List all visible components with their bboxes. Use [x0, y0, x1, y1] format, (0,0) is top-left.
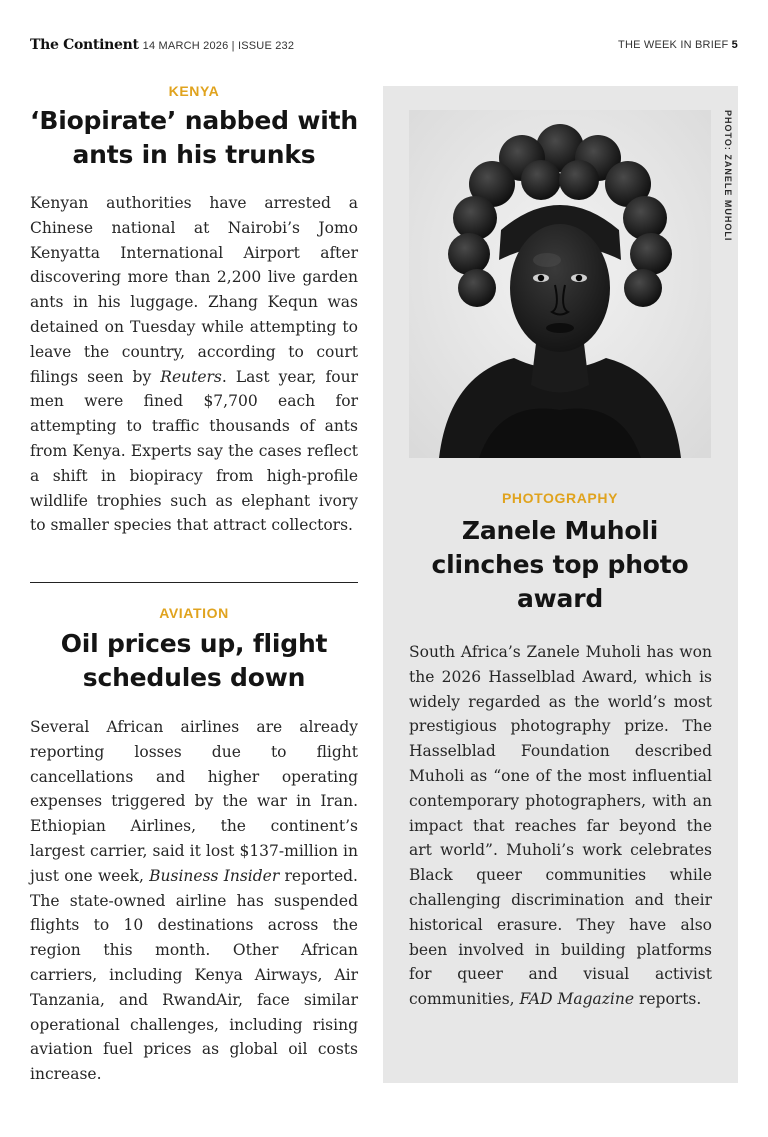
page-header: [30, 36, 738, 56]
article-headline: ‘Biopirate’ nabbed with ants in his trunks: [30, 106, 358, 169]
source-name: FAD Magazine: [519, 990, 635, 1009]
source-name: Reuters: [160, 367, 222, 386]
article-divider: [30, 582, 358, 583]
section-label: [618, 39, 738, 51]
article-body: [30, 715, 358, 1087]
article-kicker: PHOTOGRAPHY: [501, 490, 619, 506]
body-text: reported. The state-owned airline has suspended flights to 10 destinations across the region this month. Other African carriers, including Kenya Airways, Air Tanzania, and RwandAir, face similar operational challenges, including rising aviation fuel prices as global oil costs increase.: [30, 866, 358, 1084]
article-body: [30, 191, 358, 538]
issue-info: 14 MARCH 2026 | ISSUE 232: [142, 40, 295, 52]
body-text: Several African airlines are already reporting losses due to flight cancellations and higher operating expenses triggered by the war in Iran. Ethiopian Airlines, the continent’s largest carrier, said it lost $137-million in just one week,: [30, 718, 358, 885]
body-text: . Last year, four men were fined $7,700 each for attempting to traffic thousands of ants from Kenya. Experts say the cases reflect a shift in biopiracy from high-profile wildlife trophies such as elephant ivory to smaller species that attract collectors.: [30, 367, 358, 535]
article-kicker: AVIATION: [159, 605, 229, 621]
body-text: reports.: [634, 990, 702, 1009]
portrait-illustration: [409, 110, 711, 458]
page-number: 5: [731, 39, 738, 51]
article-headline: Zanele Muholi clinches top photo award: [431, 516, 689, 613]
body-text: South Africa’s Zanele Muholi has won the 2026 Hasselblad Award, which is widely regarded as the world’s most prestigious photography prize. The Hasselblad Foundation described Muholi as “one of the most influential contemporary photographers, with an impact that reaches far beyond the art world”. Muholi’s work celebrates Black queer communities while challenging discrimination and their historical erasure. They have also been involved in building platforms for queer and visual activist communities,: [409, 643, 712, 1009]
article-kicker: KENYA: [168, 83, 220, 99]
portrait-photo: [409, 110, 711, 458]
publication-name: The Continent: [30, 37, 139, 53]
body-text: Kenyan authorities have arrested a Chinese national at Nairobi’s Jomo Kenyatta International Airport after discovering more than 2,200 live garden ants in his luggage. Zhang Kequn was detained on Tuesday while attempting to leave the country, according to court filings seen by: [30, 194, 358, 386]
source-name: Business Insider: [149, 866, 280, 885]
masthead: [30, 36, 294, 54]
article-headline: Oil prices up, flight schedules down: [60, 629, 328, 692]
feature-panel: [383, 86, 738, 1083]
section-name: THE WEEK IN BRIEF: [618, 39, 729, 51]
photo-credit: [721, 110, 733, 310]
article-body: [409, 640, 712, 1012]
photo-credit-text: PHOTO: ZANELE MUHOLI: [723, 110, 733, 242]
